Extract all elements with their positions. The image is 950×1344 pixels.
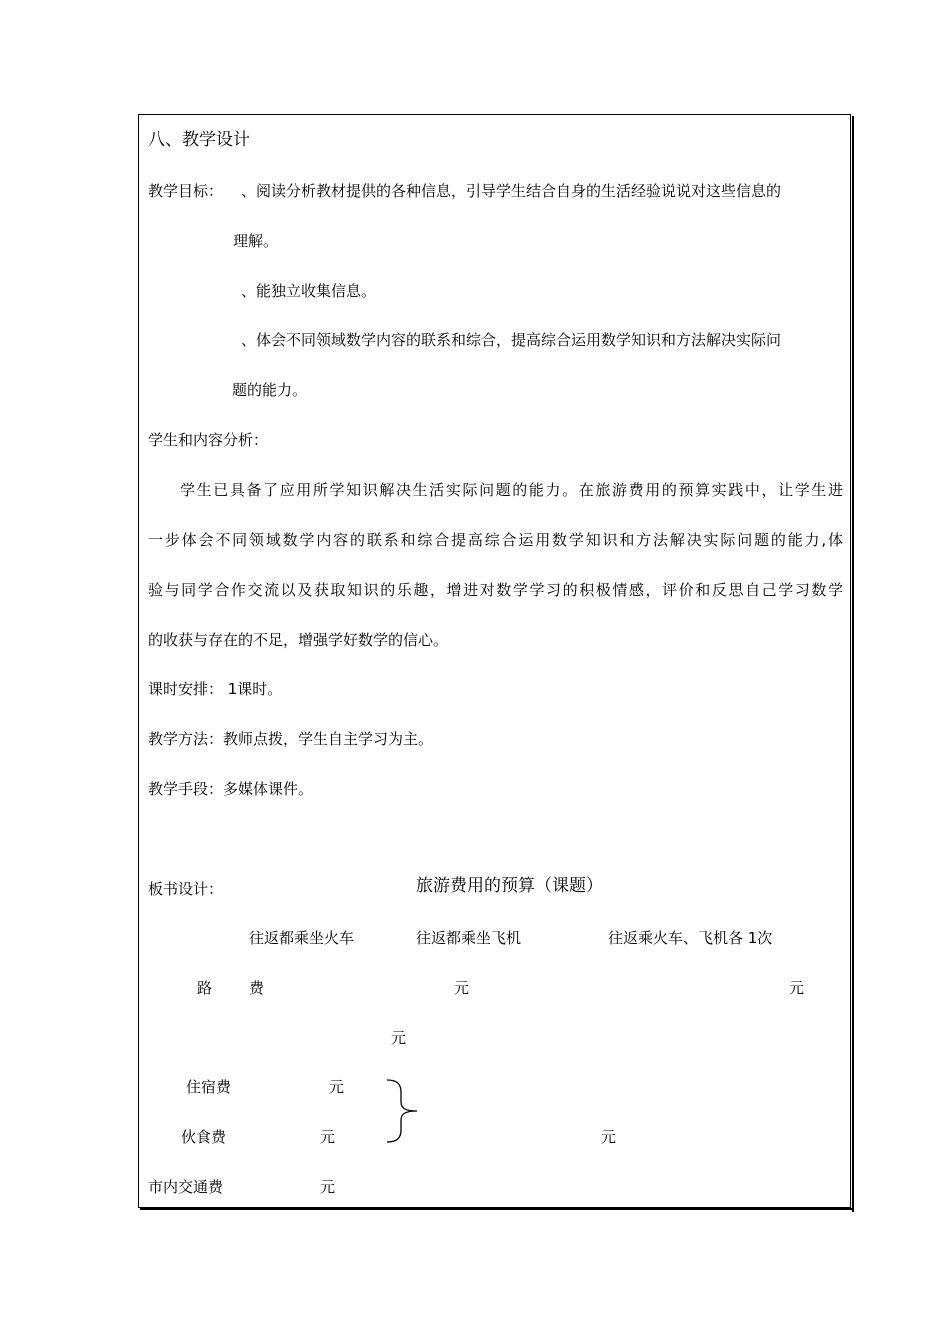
analysis-label: 学生和内容分析： <box>148 431 269 449</box>
objectives-label: 教学目标： <box>148 182 224 200</box>
analysis-line-3: 验与同学合作交流以及获取知识的乐趣，增进对数学学习的积极情感，评价和反思自己学习数学 <box>148 581 843 599</box>
board-title: 旅游费用的预算（课题） <box>416 876 603 896</box>
row-food: 伙食费 <box>181 1128 227 1146</box>
board-label: 板书设计： <box>148 880 224 898</box>
unit-subtotal: 元 <box>601 1128 617 1146</box>
objective-2: 、能独立收集信息。 <box>241 282 377 300</box>
col-header-train: 往返都乘坐火车 <box>249 929 355 947</box>
col-header-plane: 往返都乘坐飞机 <box>416 929 522 947</box>
col-header-mixed: 往返乘火车、飞机各 1次 <box>608 929 773 947</box>
schedule: 课时安排： 1课时。 <box>148 680 283 698</box>
frame-shadow-right <box>852 116 854 1212</box>
row-travel-char2: 费 <box>249 979 265 997</box>
unit-travel-plane: 元 <box>454 979 470 997</box>
unit-food: 元 <box>320 1128 336 1146</box>
analysis-line-2: 一步体会不同领域数学内容的联系和综合提高综合运用数学知识和方法解决实际问题的能力,体 <box>148 531 843 549</box>
curly-brace <box>385 1078 421 1144</box>
unit-travel-train: 元 <box>391 1029 407 1047</box>
teaching-means: 教学手段：多媒体课件。 <box>148 780 314 798</box>
unit-city-transport: 元 <box>320 1178 336 1196</box>
objective-1-line1: 、阅读分析教材提供的各种信息，引导学生结合自身的生活经验说说对这些信息的 <box>241 182 782 200</box>
unit-travel-mixed: 元 <box>789 979 805 997</box>
row-city-transport: 市内交通费 <box>148 1178 224 1196</box>
row-lodging: 住宿费 <box>186 1078 232 1096</box>
unit-lodging: 元 <box>329 1078 345 1096</box>
analysis-line-1: 学生已具备了应用所学知识解决生活实际问题的能力。在旅游费用的预算实践中，让学生进 <box>180 481 843 499</box>
teaching-method: 教学方法：教师点拨，学生自主学习为主。 <box>148 730 434 748</box>
section-title: 八、教学设计 <box>148 130 250 150</box>
frame-shadow-bottom <box>140 1208 854 1210</box>
objective-3-line2: 题的能力。 <box>232 381 308 399</box>
row-travel-char1: 路 <box>197 979 213 997</box>
objective-1-line2: 理解。 <box>233 232 279 250</box>
design-table-frame <box>138 114 851 1208</box>
analysis-line-4: 的收获与存在的不足，增强学好数学的信心。 <box>148 631 449 649</box>
objective-3-line1: 、体会不同领域数学内容的联系和综合，提高综合运用数学知识和方法解决实际问 <box>241 331 782 349</box>
